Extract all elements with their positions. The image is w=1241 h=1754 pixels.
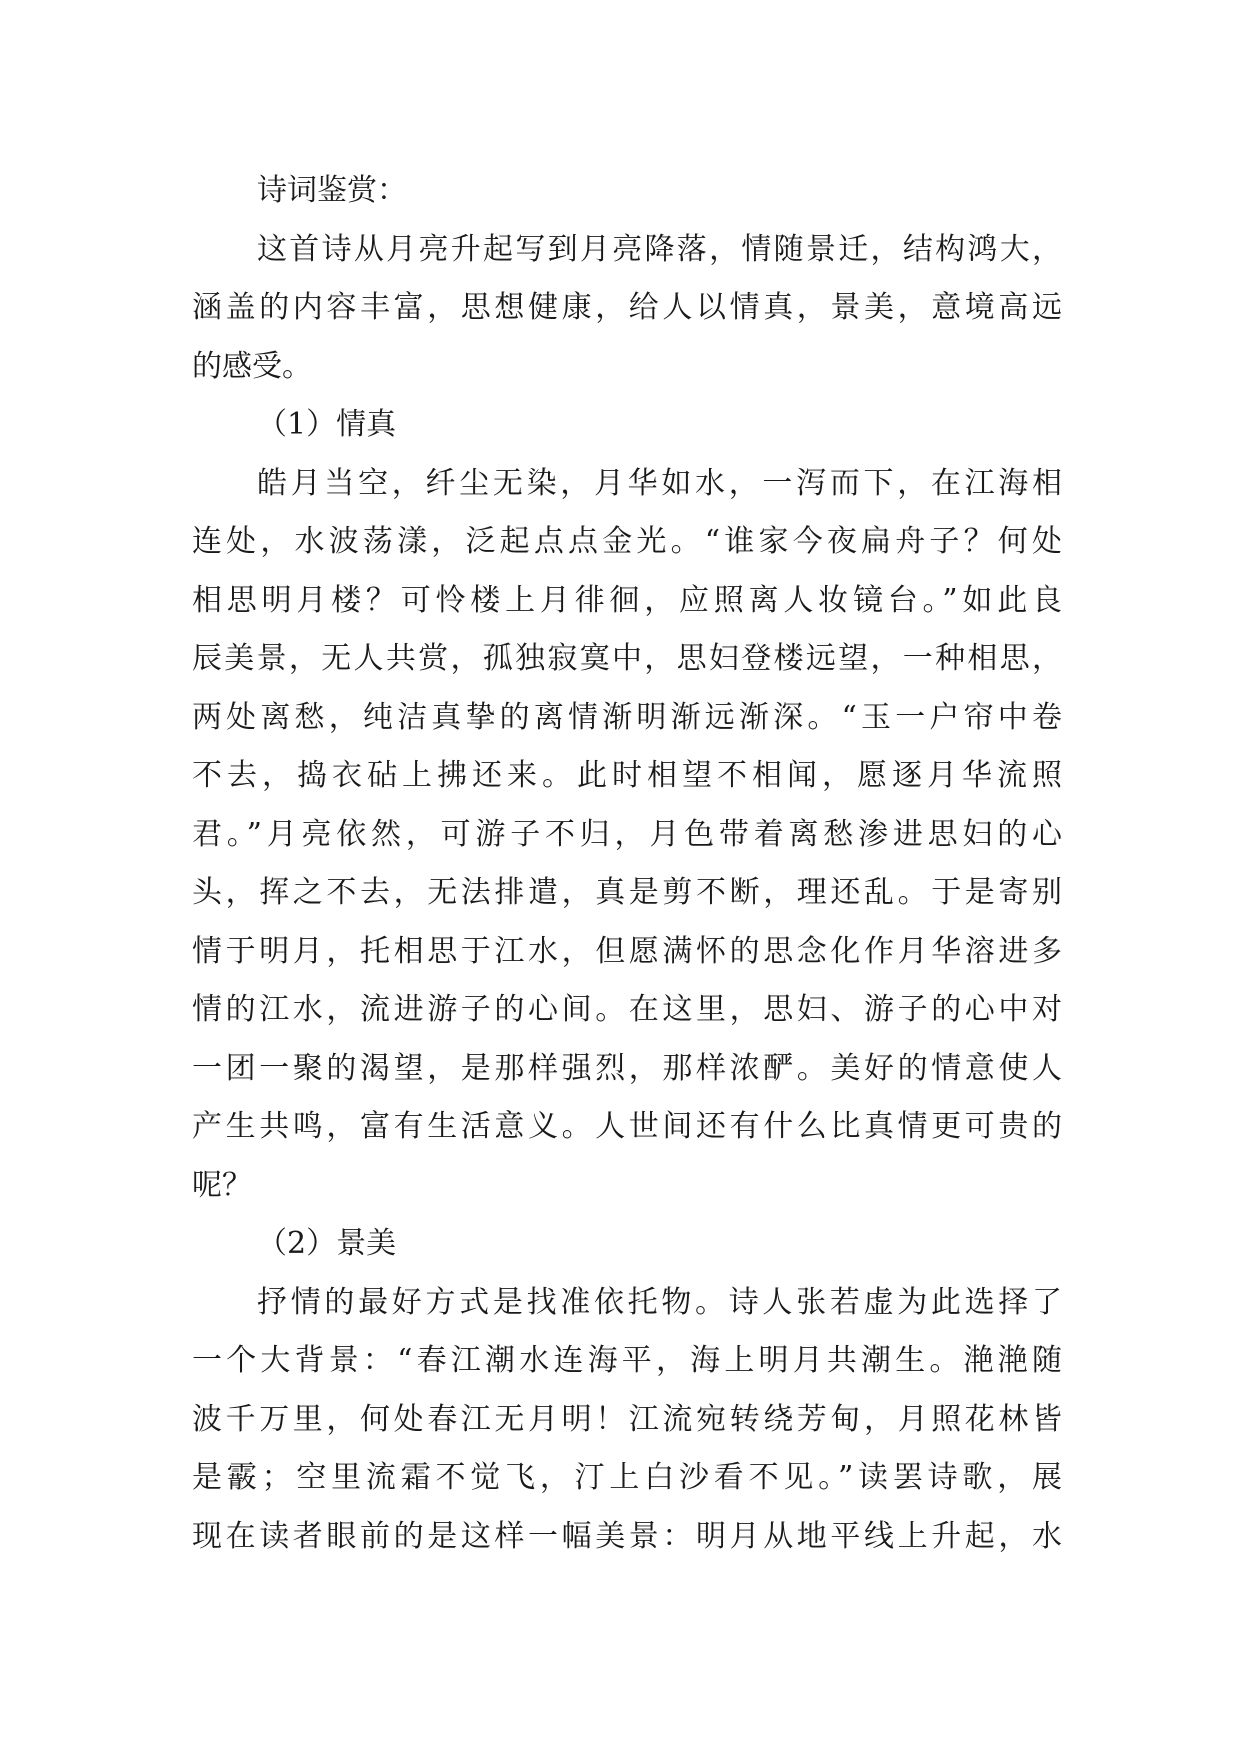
text-line: 是霰；空里流霜不觉飞，汀上白沙看不见。”读罢诗歌，展 [192,1460,1062,1495]
text-line: 的感受。 [192,348,312,384]
text-line: 情于明月，托相思于江水，但愿满怀的思念化作月华溶进多 [192,933,1062,969]
text-line: 诗词鉴赏： [257,173,407,208]
text-line: 君。”月亮依然，可游子不归，月色带着离愁渗进思妇的心 [192,816,1062,852]
text-line: 不去，捣衣砧上拂还来。此时相望不相闻，愿逐月华流照 [192,758,1062,793]
text-line: 呢？ [192,1167,252,1203]
document-body [192,162,1062,1566]
text-line: 皓月当空，纤尘无染，月华如水，一泻而下，在江海相 [257,465,1062,501]
section-heading: （2）景美 [257,1226,397,1261]
text-line: 一个大背景：“春江潮水连海平，海上明月共潮生。滟滟随 [192,1343,1062,1378]
text-line: 两处离愁，纯洁真挚的离情渐明渐远渐深。“玉一户帘中卷 [192,699,1062,735]
text-line: 连处，水波荡漾，泛起点点金光。“谁家今夜扁舟子？何处 [192,524,1062,559]
text-line: 头，挥之不去，无法排遣，真是剪不断，理还乱。于是寄别 [192,875,1062,910]
text-line: 产生共鸣，富有生活意义。人世间还有什么比真情更可贵的 [192,1109,1062,1144]
text-line: 辰美景，无人共赏，孤独寂寞中，思妇登楼远望，一种相思， [192,641,1062,676]
text-line: 现在读者眼前的是这样一幅美景：明月从地平线上升起，水 [192,1518,1062,1554]
text-line: 这首诗从月亮升起写到月亮降落，情随景迁，结构鸿大， [257,231,1062,267]
text-line: 抒情的最好方式是找准依托物。诗人张若虚为此选择了 [257,1284,1062,1320]
text-line: 涵盖的内容丰富，思想健康，给人以情真，景美，意境高远 [192,290,1062,325]
text-line: 一团一聚的渴望，是那样强烈，那样浓酽。美好的情意使人 [192,1050,1062,1086]
text-line: 波千万里，何处春江无月明！江流宛转绕芳甸，月照花林皆 [192,1401,1062,1437]
text-line: 情的江水，流进游子的心间。在这里，思妇、游子的心中对 [192,992,1062,1027]
section-heading: （1）情真 [257,407,397,442]
text-line: 相思明月楼？可怜楼上月徘徊，应照离人妆镜台。”如此良 [192,582,1062,618]
